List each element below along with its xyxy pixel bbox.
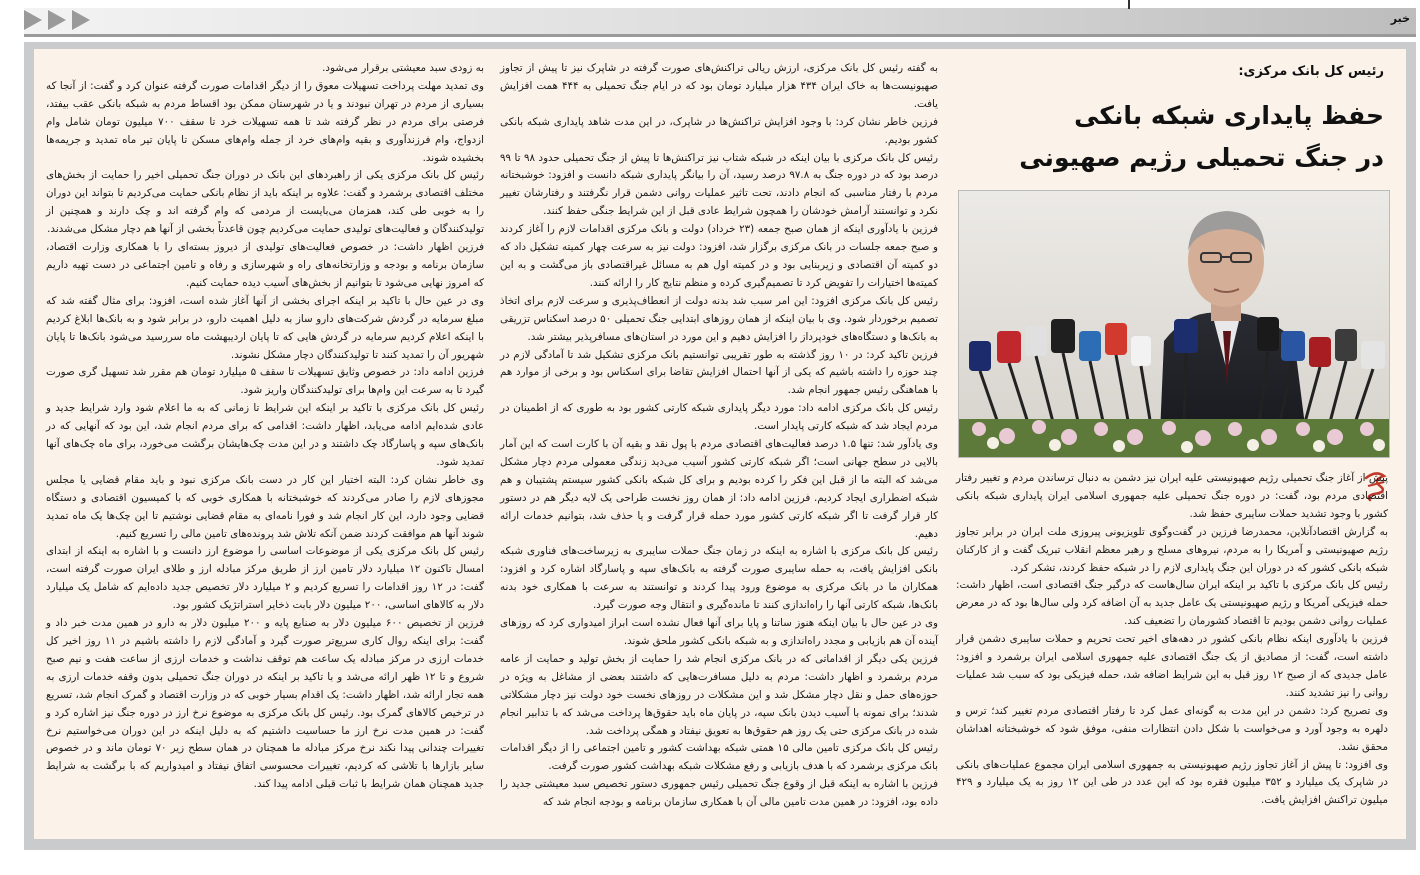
paragraph: رئیس کل بانک مرکزی یکی از موضوعات اساسی را موضوع ارز دانست و با اشاره به اینکه از ابتدای امسال تاکنون ۱۲ میلیارد دلار تامین ارز از طریق مرکز مبادله ارز و طلای ایران صورت گرفته است، گفت: در ۱۲ روز اقدامات را تسریع کردیم و ۲ میلیارد دلار تخصیص جدید داده‌ایم که شامل یک میلیارد دلار به کالاهای اساسی، ۲۰۰ میلیون دلار بابت ذخایر استراتژیک کشور بود. xyxy=(46,545,485,612)
header-divider xyxy=(24,34,1416,37)
paragraph: وی در عین حال با تاکید بر اینکه اجرای بخشی از آنها آغاز شده است، افزود: برای مثال گفته شد که مبلغ سرمایه در گردش شرکت‌های دارو ساز به دلیل اهمیت دارو، در برابر شود و به بانک‌ها ابلاغ کردیم با اینکه اعلام کردیم سرمایه در گردش هایی که تا پایان اردیبهشت ماه سررسید می‌شود بانک‌ها تا پایان شهریور آن را تمدید کنند تا تولیدکنندگان دچار مشکل نشوند. xyxy=(46,294,484,361)
article-column-right xyxy=(956,470,1388,810)
section-label: خبر xyxy=(1390,12,1410,25)
paragraph: فرزین از تخصیص ۶۰۰ میلیون دلار به صنایع پایه و ۲۰۰ میلیون دلار به دارو در همین مدت خبر داد و گفت: برای اینکه روال کاری سریع‌تر صورت گیرد و آمادگی لازم را داشته باشیم در ۱۱ روز اخیر کل خدمات ارزی در مرکز مبادله یک ساعت هم توقف نداشت و خدمات ارزی از ساعت هفت و نیم صبح شروع و تا ۱۲ ظهر ارائه می‌شد و با تاکید بر اینکه در دوران جنگ تحمیلی بدون وقفه خدمات ارزی به همه تجار ارائه شد، اظهار داشت: یک اقدام بسیار خوبی که در وزارت اقتصاد و گمرک انجام شد، تسریع در ترخیص کالاهای گمرک بود. رئیس کل بانک مرکزی به موضوع نرخ ارز در دوره جنگ نیز اشاره کرد و گفت: در همین مدت نرخ ارز ما حساسیت داشتیم که به دلیل اینکه در این دوران می‌خواستیم نرخ تغییرات چندانی پیدا نکند نرخ مرکز مبادله ما همچنان در همان سطح زیر ۷۰ تومان ماند و در خصوص سایر بازارها با تلاشی که کردیم، تغییرات محسوسی اتفاق نیفتاد و امیدواریم که با برگشت به شرایط جدید همچنان همان شرایط با ثبات قبلی ادامه پیدا کند. xyxy=(46,617,484,791)
top-header-strip xyxy=(24,8,1416,34)
paragraph: رئیس کل بانک مرکزی یکی از راهبردهای این بانک در دوران جنگ تحمیلی اخیر را حمایت از بخش‌های مختلف اقتصادی برشمرد و گفت: علاوه بر اینکه باید از نظام بانکی حمایت می‌کردیم تا بتواند این دوران را به خوبی طی کند، همزمان می‌بایست از مردمی که وام گرفته اند و چک دارند و همچنین از تولیدکنندگان و فعالیت‌های تولیدی حمایت می‌کردیم چون قاعدتاً بخشی از آنها هم دچار مشکل می‌شدند. xyxy=(46,169,484,236)
headline-line-2: در جنگ تحمیلی رژیم صهیونی xyxy=(1019,143,1384,172)
article-column-middle xyxy=(500,60,938,812)
article-kicker: رئیس کل بانک مرکزی: xyxy=(1238,64,1384,79)
paragraph: به گزارش اقتصادآنلاین، محمدرضا فرزین در گفت‌وگوی تلویزیونی پیروزی ملت ایران در برابر تجاوز رژیم صهیونیستی و آمریکا را به مردم، نیروهای مسلح و رهبر معظم انقلاب تبریک گفت و از کارکنان شبکه بانکی کشور که در دوران این جنگ پایداری لازم را در شبکه حفظ کردند، تشکر کرد. xyxy=(956,525,1388,574)
arrow-icon xyxy=(72,10,90,30)
paragraph: به گفته رئیس کل بانک مرکزی، ارزش ریالی تراکنش‌های صورت گرفته در شاپرک نیز تا پیش از تجاوز صهیونیست‌ها به خاک ایران ۴۳۴ هزار میلیارد تومان بود که در ایام جنگ تحمیلی به ۴۴۴ همت افزایش یافت. xyxy=(500,62,939,110)
paragraph: رئیس کل بانک مرکزی تامین مالی ۱۵ همتی شبکه بهداشت کشور و تامین اجتماعی را از دیگر اقدامات بانک مرکزی برشمرد که با هدف بازیابی و رفع مشکلات شبکه بهداشت کشور صورت گرفت. xyxy=(500,742,938,773)
paragraph: رئیس کل بانک مرکزی با بیان اینکه در شبکه شتاب نیز تراکنش‌ها تا پیش از جنگ تحمیلی حدود ۹۸ تا ۹۹ درصد بود که در دوره جنگ به ۹۷.۸ درصد رسید، آن را بیانگر پایداری شبکه دانست و افزود: خوشبختانه مردم با رفتار مناسبی که انجام دادند، تحت تاثیر عملیات روانی دشمن قرار نگرفتند و رفتارشان تغییر نکرد و توانستند آرامش خودشان را همچون شرایط عادی قبل از این شرایط جنگی حفظ کنند. xyxy=(500,151,939,218)
paragraph: وی در عین حال با بیان اینکه هنوز ساتنا و پایا برای آنها فعال نشده است ابراز امیدواری کرد که روزهای آینده آن هم بازیابی و مجدد راه‌اندازی و به شبکه بانکی کشور ملحق شوند. xyxy=(500,617,938,647)
paragraph: پیش از آغاز جنگ تحمیلی رژیم صهیونیستی علیه ایران نیز دشمن به دنبال ترساندن مردم و تغییر رفتار اقتصادی مردم بود، گفت: در دوره جنگ تحمیلی علیه جمهوری اسلامی ایران پایداری شبکه بانکی کشور با وجود تشدید حملات سایبری حفظ شد. xyxy=(956,472,1388,520)
paragraph: وی تصریح کرد: دشمن در این مدت به گونه‌ای عمل کرد تا رفتار اقتصادی مردم تغییر کند؛ ترس و دلهره به وجود آورد و می‌خواست با شکل دادن انتظارات منفی، موفق شود که خوشبختانه اهداشان محقق نشد. xyxy=(956,704,1388,753)
paragraph: فرزین با یادآوری اینکه نظام بانکی کشور در دهه‌های اخیر تحت تحریم و حملات سایبری دشمن قرار داشته است، گفت: از مصادیق از یک جنگ اقتصادی علیه جمهوری اسلامی ایران برشمرد و افزود: عامل جدیدی که از صبح ۱۲ روز قبل به این شرایط اضافه شد، حمله فیزیکی بود که سبب شد عملیات روانی را نیز تشدید کنند. xyxy=(956,633,1388,699)
press-conference-photo xyxy=(958,190,1390,458)
paragraph: وی افزود: تا پیش از آغاز تجاوز رژیم صهیونیستی به جمهوری اسلامی ایران مجموع عملیات‌های بانکی در شاپرک یک میلیارد و ۳۵۲ میلیون فقره بود که این عدد در طی این ۱۲ روز به یک میلیارد و ۴۲۹ میلیون تراکنش افزایش یافت. xyxy=(956,758,1388,807)
headline-line-1: حفظ پایداری شبکه بانکی xyxy=(1074,101,1384,130)
arrow-icons-group xyxy=(24,10,90,30)
paragraph: رئیس کل بانک مرکزی با تاکید بر اینکه ایران سال‌هاست که درگیر جنگ اقتصادی است، اظهار داشت: حمله فیزیکی آمریکا و رژیم صهیونیستی یک عامل جدید به آن اضافه کرد ولی سال‌ها بود که در معرض عملیات روانی دشمن بودیم تا اقتصاد کشورمان را تضعیف کند. xyxy=(956,579,1388,628)
article-column-left xyxy=(46,60,484,794)
arrow-icon xyxy=(48,10,66,30)
paragraph: رئیس کل بانک مرکزی افزود: این امر سبب شد بدنه دولت از انعطاف‌پذیری و سرعت لازم برای اتخاذ تصمیم برخوردار شود. وی با بیان اینکه از همان روزهای ابتدایی جنگ تحمیلی ۵۰ درصد اسکناس تزریقی به بانک‌ها و دستگاه‌های خودپرداز را افزایش دهیم و این مورد در استان‌های مسافرپذیر بیشتر شد. xyxy=(500,294,938,343)
paragraph: فرزین اظهار داشت: در خصوص فعالیت‌های تولیدی از دیروز بسته‌ای را با همکاری وزارت اقتصاد، سازمان برنامه و بودجه و وزارتخانه‌های راه و شهرسازی و رفاه و تامین اجتماعی در دست تهیه داریم که امروز نهایی می‌شود تا بتوانیم از بخش‌های آسیب دیده حمایت کنیم. xyxy=(46,241,484,289)
paragraph: فرزین تاکید کرد: در ۱۰ روز گذشته به طور تقریبی توانستیم بانک مرکزی تشکیل شد تا آمادگی لازم در چند حوزه را داشته باشیم که یکی از آنها احتمال افزایش تقاضا برای اسکناس بود و برخی از موارد هم با هماهنگی رئیس جمهور انجام شد. xyxy=(500,348,938,397)
paragraph: فرزین خاطر نشان کرد: با وجود افزایش تراکنش‌ها در شاپرک، در این مدت شاهد پایداری شبکه بانکی کشور بودیم. xyxy=(500,115,938,146)
paragraph: فرزین یکی دیگر از اقداماتی که در بانک مرکزی انجام شد را حمایت از بخش تولید و حمایت از عامه مردم برشمرد و اظهار داشت: مردم به دلیل مسافرت‌هایی که داشتند بعضی از مشاغل به ویژه در حوزه‌های حمل و نقل دچار مشکل شد و این مشکلات در روزهای نخست خود دولت نیز دچار مشکلاتی شدند؛ برای نمونه با آسیب دیدن بانک سپه، در پایان ماه باید حقوق‌ها پرداخت می‌شد که با تدابیر انجام شده در بانک مرکزی حتی یک روز هم حقوق‌ها به تعویق نیفتاد و همگی پرداخت شد. xyxy=(500,652,938,737)
paragraph: وی خاطر نشان کرد: البته اختیار این کار در دست بانک مرکزی نبود و باید مقام قضایی یا مجلس مجوزهای لازم را صادر می‌کردند که خوشبختانه با همکاری خوبی که با کمیسیون اقتصادی و دستگاه قضایی وجود دارد، این کار انجام شد و فورا نامه‌ای به مقام قضایی نوشتیم تا این چک‌ها یک ماه تمدید شوند آنها هم موافقت کردند ضمن آنکه تلاش شد پرونده‌های تامین مالی را تسریع کنیم. xyxy=(46,473,484,540)
paragraph: رئیس کل بانک مرکزی با اشاره به اینکه در زمان جنگ حملات سایبری به زیرساخت‌های فناوری شبکه بانکی افزایش یافت، به حمله سایبری صورت گرفته به بانک‌های سپه و پاسارگاد اشاره کرد و افزود: همکاران ما در بانک مرکزی به موضوع ورود پیدا کردند و توانستند به سرعت با همکاری خود بدنه بانک‌ها، شبکه کارتی آنها را راه‌اندازی کنند تا مانده‌گیری و انتقال وجه صورت گیرد. xyxy=(500,545,938,612)
header-tick-mark xyxy=(1128,0,1130,9)
article-headline xyxy=(960,95,1384,179)
paragraph: رئیس کل بانک مرکزی با تاکید بر اینکه این شرایط تا زمانی که به ما اعلام شود وارد شرایط جدید و عادی شده‌ایم ادامه می‌یابد، اظهار داشت: اقدامی که برای مردم انجام شد، این بود که آنهایی که در بانک‌های سپه و پاسارگاد چک داشتند و در این مدت چک‌هایشان برگشت می‌خورد، برای ماه چک‌های آنها تمدید شود. xyxy=(46,402,484,468)
paragraph: وی یادآور شد: تنها ۱.۵ درصد فعالیت‌های اقتصادی مردم با پول نقد و بقیه آن با کارت است که این آمار بالایی در سطح جهانی است؛ اگر شبکه کارتی کشور آسیب می‌دید زندگی معمولی مردم دچار مشکل می‌شد که البته ما از قبل این فکر را کرده بودیم و برای کل شبکه بانکی کشور سیستم پشتیبان و هم شبکه اضطراری ایجاد کردیم. فرزین ادامه داد: از همان روز نخست طراحی یک لایه دیگر هم در دستور کار قرار گرفت تا اگر شبکه کارتی کشور مورد حمله قرار گرفت و یا حذف شد، بتوانیم خدمات ارائه دهیم. xyxy=(500,438,938,540)
arrow-icon xyxy=(24,10,42,30)
paragraph: فرزین ادامه داد: در خصوص وثایق تسهیلات تا سقف ۵ میلیارد تومان هم مقرر شد تسهیل گری صورت گیرد تا به سرعت این وام‌ها برای تولیدکنندگان واریز شود. xyxy=(46,366,484,397)
paragraph: وی تمدید مهلت پرداخت تسهیلات معوق را از دیگر اقدامات صورت گرفته عنوان کرد و گفت: از آنجا که بسیاری از مردم در تهران نبودند و یا در شهرستان ممکن بود اقساط مردم به شبکه بانکی عقب بیفتد، فرصتی برای مردم در نظر گرفته شد تا همه تسهیلات خرد تا سقف ۷۰۰ میلیون تومان شامل وام ازدواج، وام فرزندآوری و بقیه وام‌های خرد از جمله وام‌های مسکن تا پایان تیر ماه تمدید و جریمه‌ها بخشیده شوند. xyxy=(46,79,484,164)
paragraph: فرزین با یادآوری اینکه از همان صبح جمعه (۲۳ خرداد) دولت و بانک مرکزی اقدامات لازم را آغاز کردند و صبح جمعه جلسات در بانک مرکزی برگزار شد، افزود: دولت نیز به سرعت چهار کمیته تشکیل داد که دو کمیته آن اقتصادی و زیربنایی بود و در کمیته اول هم به مسائل غیراقتصادی باز می‌گشت و به این کمیته‌ها اختیارات را تفویض کرد تا تصمیم‌گیری کرده و منظم نتایج کار را ارائه کنند. xyxy=(500,223,939,289)
paragraph: رئیس کل بانک مرکزی ادامه داد: مورد دیگر پایداری شبکه کارتی کشور بود به طوری که از اطمینان در مردم ایجاد شد که شبکه کارتی پایدار است. xyxy=(500,402,938,433)
paragraph: فرزین با اشاره به اینکه قبل از وقوع جنگ تحمیلی رئیس جمهوری دستور تخصیص سبد معیشتی جدید را داده بود، افزود: در همین مدت تامین مالی آن با همکاری سازمان برنامه و بودجه انجام شد که xyxy=(500,778,938,809)
paragraph: به زودی سبد معیشتی برقرار می‌شود. xyxy=(322,62,484,74)
